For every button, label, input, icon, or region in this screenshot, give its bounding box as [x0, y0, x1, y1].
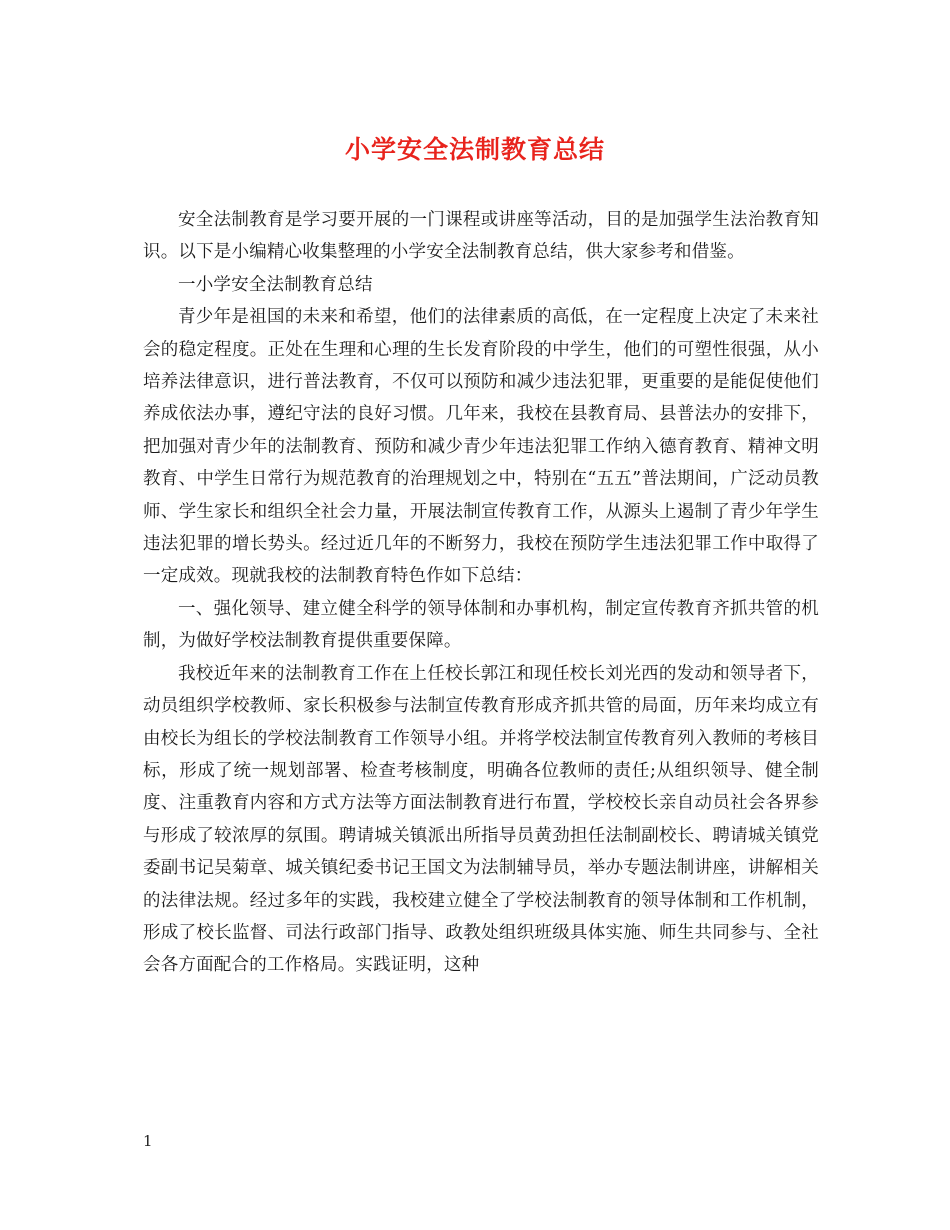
- section-heading: 一小学安全法制教育总结: [178, 274, 373, 295]
- document-title: 小学安全法制教育总结: [344, 135, 605, 164]
- paragraph-intro: 安全法制教育是学习要开展的一门课程或讲座等活动，目的是加强学生法治教育知识。以下是小编精心收集整理的小学安全法制教育总结，供大家参考和借鉴。: [143, 210, 819, 263]
- page-number: 1: [143, 1132, 153, 1150]
- section-point-one: 一、强化领导、建立健全科学的领导体制和办事机构，制定宣传教育齐抓共管的机制，为做好学校法制教育提供重要保障。: [143, 598, 819, 652]
- paragraph-background: 青少年是祖国的未来和希望，他们的法律素质的高低，在一定程度上决定了未来社会的稳定程度。正处在生理和心理的生长发育阶段的中学生，他们的可塑性很强，从小培养法律意识，进行普法教育，不仅可以预防和减少违法犯罪，更重要的是能促使他们养成依法办事，遵纪守法的良好习惯。几年来，我校在县教育局、县普法办的安排下，把加强对青少年的法制教育、预防和减少青少年违法犯罪工作纳入德育教育、精神文明教育、中学生日常行为规范教育的治理规划之中，特别在“五五”普法期间，广泛动员教师、学生家长和组织全社会力量，开展法制宣传教育工作，从源头上遏制了青少年学生违法犯罪的增长势头。经过近几年的不断努力，我校在预防学生违法犯罪工作中取得了一定成效。现就我校的法制教育特色作如下总结：: [143, 307, 819, 587]
- document-body: [143, 204, 819, 982]
- paragraph-leadership: 我校近年来的法制教育工作在上任校长郭江和现任校长刘光西的发动和领导者下，动员组织学校教师、家长积极参与法制宣传教育形成齐抓共管的局面，历年来均成立有由校长为组长的学校法制教育工作领导小组。并将学校法制宣传教育列入教师的考核目标，形成了统一规划部署、检查考核制度，明确各位教师的责任;从组织领导、健全制度、注重教育内容和方式方法等方面法制教育进行布置，学校校长亲自动员社会各界参与形成了较浓厚的氛围。聘请城关镇派出所指导员黄劲担任法制副校长、聘请城关镇党委副书记吴菊章、城关镇纪委书记王国文为法制辅导员，举办专题法制讲座，讲解相关的法律法规。经过多年的实践，我校建立健全了学校法制教育的领导体制和工作机制，形成了校长监督、司法行政部门指导、政教处组织班级具体实施、师生共同参与、全社会各方面配合的工作格局。实践证明，这种: [143, 663, 819, 976]
